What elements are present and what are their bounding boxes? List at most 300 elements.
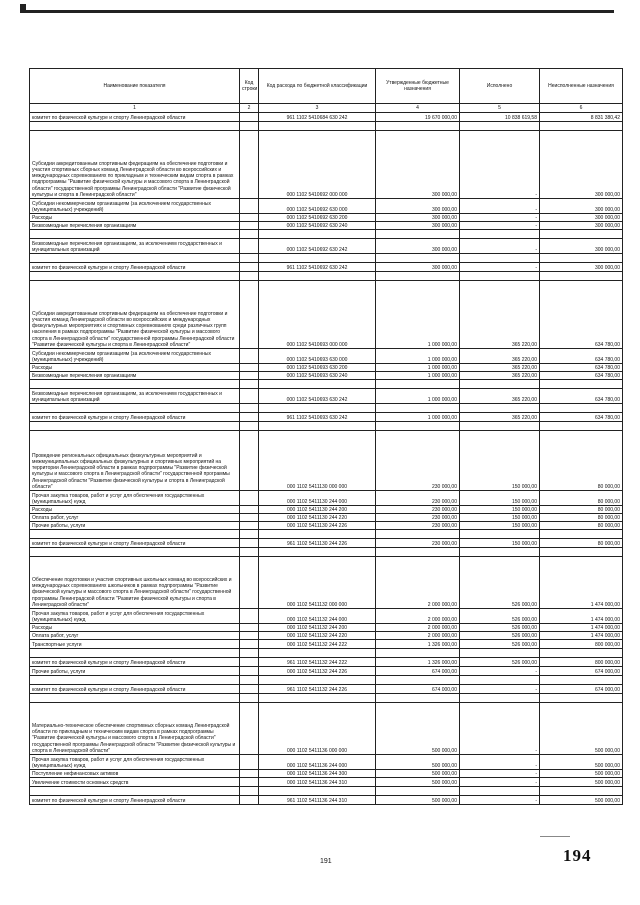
row-approved: 1 000 000,00	[376, 389, 460, 404]
row-approved: 19 670 000,00	[376, 113, 460, 122]
spacer-cell	[376, 548, 460, 557]
row-budget-code: 000 1102 5410692 630 240	[259, 222, 376, 230]
spacer-row	[30, 676, 623, 685]
row-name: Поступление нефинансовых активов	[30, 770, 240, 778]
spacer-cell	[460, 649, 540, 658]
spacer-cell	[540, 694, 623, 703]
spacer-cell	[540, 676, 623, 685]
table-row	[30, 624, 623, 632]
row-name: Субсидии некоммерческим организациям (за исключением государственных (муниципальных) учреждений)	[30, 199, 240, 214]
row-budget-code: 961 1102 5411136 244 310	[259, 796, 376, 805]
table-row	[30, 372, 623, 380]
budget-table	[29, 68, 623, 805]
column-number: 3	[259, 104, 376, 113]
row-name: Субсидии некоммерческим организациям (за исключением государственных (муниципальных) учреждений)	[30, 349, 240, 364]
row-name: Расходы	[30, 506, 240, 514]
spacer-cell	[460, 254, 540, 263]
row-budget-code: 000 1102 5411136 244 310	[259, 778, 376, 787]
spacer-cell	[240, 787, 259, 796]
header-executed: Исполнено	[460, 69, 540, 104]
row-unexecuted: 634 780,00	[540, 281, 623, 349]
row-executed: 526 000,00	[460, 557, 540, 609]
row-name: Оплата работ, услуг	[30, 632, 240, 640]
row-line-code	[240, 514, 259, 522]
table-row	[30, 222, 623, 230]
table-row	[30, 667, 623, 676]
spacer-cell	[30, 254, 240, 263]
spacer-cell	[30, 694, 240, 703]
row-line-code	[240, 222, 259, 230]
header-unexecuted: Неисполненные назначения	[540, 69, 623, 104]
row-budget-code: 961 1102 5410693 630 242	[259, 413, 376, 422]
row-line-code	[240, 131, 259, 199]
row-budget-code: 000 1102 5411136 244 000	[259, 755, 376, 770]
row-budget-code: 000 1102 5410692 000 000	[259, 131, 376, 199]
row-line-code	[240, 349, 259, 364]
spacer-cell	[30, 230, 240, 239]
row-unexecuted: 1 474 000,00	[540, 609, 623, 624]
stamp-number: 194	[563, 846, 592, 865]
row-unexecuted: 1 474 000,00	[540, 624, 623, 632]
row-unexecuted: 674 000,00	[540, 667, 623, 676]
spacer-cell	[30, 676, 240, 685]
row-line-code	[240, 522, 259, 530]
spacer-cell	[460, 122, 540, 131]
row-line-code	[240, 389, 259, 404]
spacer-cell	[259, 787, 376, 796]
row-executed: 526 000,00	[460, 624, 540, 632]
column-number: 4	[376, 104, 460, 113]
row-line-code	[240, 632, 259, 640]
row-line-code	[240, 372, 259, 380]
row-budget-code: 000 1102 5411130 244 200	[259, 506, 376, 514]
row-name: Расходы	[30, 364, 240, 372]
row-budget-code: 000 1102 5411132 244 200	[259, 624, 376, 632]
row-name: Прочие работы, услуги	[30, 667, 240, 676]
spacer-cell	[540, 230, 623, 239]
spacer-cell	[30, 787, 240, 796]
row-line-code	[240, 506, 259, 514]
spacer-cell	[376, 676, 460, 685]
row-budget-code: 000 1102 5410692 630 000	[259, 199, 376, 214]
spacer-row	[30, 530, 623, 539]
row-line-code	[240, 624, 259, 632]
table-row	[30, 239, 623, 254]
row-approved: 300 000,00	[376, 239, 460, 254]
row-unexecuted: 80 000,00	[540, 539, 623, 548]
row-name: Обеспечение подготовки и участия спортивных школьных команд во всероссийских и международных соревнованиях школьников в рамках подпрограммы "Развитие физической культуры и массового спорта в Ленинградской области" государственной программы Ленинградской области "Развитие физической культуры и спорта в Ленинградской области"	[30, 557, 240, 609]
spacer-cell	[240, 422, 259, 431]
spacer-row	[30, 254, 623, 263]
row-approved: 230 000,00	[376, 522, 460, 530]
row-name: Безвозмездные перечисления организациям	[30, 372, 240, 380]
table-row	[30, 557, 623, 609]
spacer-cell	[30, 548, 240, 557]
row-line-code	[240, 667, 259, 676]
row-budget-code: 000 1102 5410692 630 200	[259, 214, 376, 222]
row-approved: 300 000,00	[376, 222, 460, 230]
spacer-row	[30, 380, 623, 389]
row-executed: 150 000,00	[460, 539, 540, 548]
row-budget-code: 000 1102 5411130 244 000	[259, 491, 376, 506]
row-budget-code: 000 1102 5411130 244 220	[259, 514, 376, 522]
row-executed: 526 000,00	[460, 658, 540, 667]
row-line-code	[240, 263, 259, 272]
spacer-row	[30, 422, 623, 431]
row-approved: 1 000 000,00	[376, 281, 460, 349]
table-row	[30, 199, 623, 214]
row-name: Увеличение стоимости основных средств	[30, 778, 240, 787]
column-number: 6	[540, 104, 623, 113]
table-row	[30, 389, 623, 404]
spacer-cell	[240, 530, 259, 539]
row-line-code	[240, 796, 259, 805]
header-approved: Утвержденные бюджетные назначения	[376, 69, 460, 104]
spacer-cell	[30, 404, 240, 413]
spacer-cell	[376, 380, 460, 389]
spacer-row	[30, 122, 623, 131]
row-unexecuted: 500 000,00	[540, 703, 623, 755]
table-row	[30, 658, 623, 667]
header-name: Наименование показателя	[30, 69, 240, 104]
row-executed: 10 838 619,58	[460, 113, 540, 122]
row-unexecuted: 300 000,00	[540, 263, 623, 272]
row-executed: -	[460, 703, 540, 755]
row-name: Прочие работы, услуги	[30, 522, 240, 530]
page-top-border	[20, 10, 614, 13]
spacer-cell	[460, 787, 540, 796]
row-name: Безвозмездные перечисления организациям, за исключением государственных и муниципальных организаций	[30, 239, 240, 254]
spacer-cell	[540, 649, 623, 658]
row-line-code	[240, 685, 259, 694]
row-line-code	[240, 539, 259, 548]
row-unexecuted: 500 000,00	[540, 796, 623, 805]
row-executed: -	[460, 199, 540, 214]
row-name: Проведение региональных официальных физкультурных мероприятий и межмуниципальных официальных физкультурных и спортивных мероприятий на территории Ленинградской области в рамках подпрограммы "Развитие физической культуры и массового спорта в Ленинградской области" государственной программы Ленинградской области "Развитие физической культуры и спорта в Ленинградской области"	[30, 431, 240, 491]
row-budget-code: 000 1102 5410693 630 000	[259, 349, 376, 364]
row-unexecuted: 634 780,00	[540, 364, 623, 372]
row-name: комитет по физической культуре и спорту Ленинградской области	[30, 263, 240, 272]
row-line-code	[240, 778, 259, 787]
column-number-row	[30, 104, 623, 113]
row-name: Материально-техническое обеспечение спортивных сборных команд Ленинградской области по прикладным и техническим видам спорта в рамках подпрограммы "Развитие физической культуры и массового спорта в Ленинградской области" государственной программы Ленинградской области "Развитие физической культуры и спорта в Ленинградской области"	[30, 703, 240, 755]
row-approved: 300 000,00	[376, 214, 460, 222]
row-executed: -	[460, 239, 540, 254]
spacer-cell	[259, 530, 376, 539]
spacer-cell	[460, 380, 540, 389]
row-approved: 230 000,00	[376, 431, 460, 491]
spacer-cell	[540, 404, 623, 413]
row-budget-code: 961 1102 5410692 630 242	[259, 263, 376, 272]
table-body	[30, 113, 623, 805]
bottom-rule	[540, 836, 570, 837]
row-line-code	[240, 239, 259, 254]
row-line-code	[240, 113, 259, 122]
spacer-cell	[240, 254, 259, 263]
spacer-cell	[540, 530, 623, 539]
page-number: 191	[320, 858, 332, 865]
row-unexecuted: 80 000,00	[540, 506, 623, 514]
row-budget-code: 000 1102 5411130 000 000	[259, 431, 376, 491]
table-row	[30, 431, 623, 491]
spacer-cell	[376, 422, 460, 431]
row-approved: 500 000,00	[376, 778, 460, 787]
row-unexecuted: 300 000,00	[540, 214, 623, 222]
row-budget-code: 000 1102 5411130 244 226	[259, 522, 376, 530]
row-name: комитет по физической культуре и спорту Ленинградской области	[30, 796, 240, 805]
row-unexecuted: 1 474 000,00	[540, 557, 623, 609]
table-row	[30, 703, 623, 755]
row-approved: 2 000 000,00	[376, 557, 460, 609]
spacer-cell	[259, 272, 376, 281]
row-line-code	[240, 199, 259, 214]
spacer-cell	[259, 694, 376, 703]
row-executed: -	[460, 667, 540, 676]
row-name: Расходы	[30, 214, 240, 222]
spacer-cell	[240, 649, 259, 658]
spacer-cell	[240, 694, 259, 703]
row-unexecuted: 634 780,00	[540, 349, 623, 364]
row-executed: -	[460, 214, 540, 222]
row-unexecuted: 300 000,00	[540, 199, 623, 214]
table-row	[30, 214, 623, 222]
table-row	[30, 514, 623, 522]
row-executed: 365 220,00	[460, 349, 540, 364]
row-executed: 365 220,00	[460, 372, 540, 380]
row-budget-code: 000 1102 5410693 630 242	[259, 389, 376, 404]
table-row	[30, 770, 623, 778]
row-unexecuted: 800 000,00	[540, 658, 623, 667]
spacer-row	[30, 230, 623, 239]
table-row	[30, 113, 623, 122]
row-line-code	[240, 413, 259, 422]
header-row	[30, 69, 623, 104]
row-approved: 230 000,00	[376, 514, 460, 522]
row-budget-code: 000 1102 5410693 630 200	[259, 364, 376, 372]
row-budget-code: 961 1102 5411132 244 226	[259, 685, 376, 694]
spacer-row	[30, 404, 623, 413]
row-unexecuted: 634 780,00	[540, 389, 623, 404]
table-row	[30, 413, 623, 422]
row-unexecuted: 500 000,00	[540, 755, 623, 770]
spacer-cell	[259, 649, 376, 658]
row-approved: 1 326 000,00	[376, 658, 460, 667]
row-budget-code: 000 1102 5411132 244 220	[259, 632, 376, 640]
spacer-cell	[240, 380, 259, 389]
row-unexecuted: 500 000,00	[540, 770, 623, 778]
row-name: комитет по физической культуре и спорту Ленинградской области	[30, 539, 240, 548]
table-row	[30, 778, 623, 787]
row-approved: 1 000 000,00	[376, 413, 460, 422]
spacer-cell	[240, 548, 259, 557]
row-name: комитет по физической культуре и спорту Ленинградской области	[30, 658, 240, 667]
spacer-row	[30, 548, 623, 557]
row-approved: 500 000,00	[376, 755, 460, 770]
spacer-row	[30, 787, 623, 796]
row-budget-code: 000 1102 5411132 244 000	[259, 609, 376, 624]
row-approved: 1 326 000,00	[376, 640, 460, 649]
row-line-code	[240, 658, 259, 667]
spacer-cell	[376, 530, 460, 539]
row-line-code	[240, 703, 259, 755]
row-name: Субсидии аккредитованным спортивным федерациям на обеспечение подготовки и участия спортивных сборных команд Ленинградской области во всероссийских и международных соревнованиях по прикладным и техническим видам спорта в рамках подпрограммы "Развитие физической культуры и массового спорта в Ленинградской области" государственной программы Ленинградской области "Развитие физической культуры и спорта в Ленинградской области"	[30, 131, 240, 199]
row-budget-code: 000 1102 5411132 244 226	[259, 667, 376, 676]
row-unexecuted: 500 000,00	[540, 778, 623, 787]
row-name: Прочая закупка товаров, работ и услуг для обеспечения государственных (муниципальных) нужд	[30, 755, 240, 770]
spacer-cell	[376, 787, 460, 796]
row-unexecuted: 80 000,00	[540, 431, 623, 491]
spacer-cell	[30, 649, 240, 658]
spacer-cell	[30, 422, 240, 431]
spacer-cell	[540, 380, 623, 389]
spacer-cell	[376, 694, 460, 703]
row-budget-code: 000 1102 5410692 630 242	[259, 239, 376, 254]
row-budget-code: 000 1102 5411132 000 000	[259, 557, 376, 609]
table-row	[30, 640, 623, 649]
row-executed: -	[460, 685, 540, 694]
row-budget-code: 000 1102 5411136 000 000	[259, 703, 376, 755]
spacer-cell	[259, 230, 376, 239]
row-approved: 230 000,00	[376, 539, 460, 548]
row-line-code	[240, 491, 259, 506]
row-unexecuted: 80 000,00	[540, 491, 623, 506]
spacer-cell	[30, 530, 240, 539]
row-executed: 150 000,00	[460, 431, 540, 491]
row-unexecuted: 300 000,00	[540, 131, 623, 199]
table-row	[30, 131, 623, 199]
row-executed: 365 220,00	[460, 281, 540, 349]
spacer-cell	[376, 272, 460, 281]
row-budget-code: 000 1102 5411132 244 222	[259, 640, 376, 649]
row-approved: 500 000,00	[376, 796, 460, 805]
row-unexecuted: 8 831 380,42	[540, 113, 623, 122]
row-name: Безвозмездные перечисления организациям, за исключением государственных и муниципальных организаций	[30, 389, 240, 404]
row-name: Расходы	[30, 624, 240, 632]
row-executed: 365 220,00	[460, 389, 540, 404]
spacer-cell	[460, 230, 540, 239]
spacer-cell	[460, 530, 540, 539]
row-executed: -	[460, 778, 540, 787]
row-approved: 2 000 000,00	[376, 632, 460, 640]
header-budget-code: Код расхода по бюджетной классификации	[259, 69, 376, 104]
row-executed: -	[460, 263, 540, 272]
spacer-cell	[376, 230, 460, 239]
table-row	[30, 506, 623, 514]
spacer-cell	[259, 548, 376, 557]
column-number: 5	[460, 104, 540, 113]
spacer-cell	[460, 404, 540, 413]
spacer-cell	[259, 422, 376, 431]
table-row	[30, 685, 623, 694]
row-unexecuted: 80 000,00	[540, 514, 623, 522]
spacer-cell	[259, 676, 376, 685]
row-executed: 526 000,00	[460, 609, 540, 624]
spacer-cell	[460, 548, 540, 557]
row-name: Безвозмездные перечисления организациям	[30, 222, 240, 230]
row-budget-code: 961 1102 5410684 630 242	[259, 113, 376, 122]
row-budget-code: 000 1102 5410693 630 240	[259, 372, 376, 380]
row-name: комитет по физической культуре и спорту Ленинградской области	[30, 685, 240, 694]
row-approved: 2 000 000,00	[376, 624, 460, 632]
row-budget-code: 000 1102 5411136 244 300	[259, 770, 376, 778]
row-name: комитет по физической культуре и спорту Ленинградской области	[30, 113, 240, 122]
row-unexecuted: 1 474 000,00	[540, 632, 623, 640]
row-line-code	[240, 755, 259, 770]
row-unexecuted: 634 780,00	[540, 372, 623, 380]
spacer-cell	[240, 676, 259, 685]
row-line-code	[240, 281, 259, 349]
row-approved: 674 000,00	[376, 667, 460, 676]
row-executed: -	[460, 222, 540, 230]
spacer-row	[30, 694, 623, 703]
spacer-cell	[540, 548, 623, 557]
row-approved: 230 000,00	[376, 506, 460, 514]
row-line-code	[240, 364, 259, 372]
spacer-cell	[460, 676, 540, 685]
spacer-row	[30, 272, 623, 281]
spacer-cell	[460, 272, 540, 281]
row-approved: 1 000 000,00	[376, 372, 460, 380]
spacer-cell	[376, 404, 460, 413]
row-budget-code: 961 1102 5411132 244 222	[259, 658, 376, 667]
row-line-code	[240, 640, 259, 649]
spacer-cell	[460, 422, 540, 431]
spacer-cell	[460, 694, 540, 703]
row-line-code	[240, 609, 259, 624]
row-name: комитет по физической культуре и спорту Ленинградской области	[30, 413, 240, 422]
spacer-cell	[540, 422, 623, 431]
row-approved: 300 000,00	[376, 131, 460, 199]
row-executed: -	[460, 770, 540, 778]
row-approved: 1 000 000,00	[376, 364, 460, 372]
row-name: Оплата работ, услуг	[30, 514, 240, 522]
row-executed: -	[460, 755, 540, 770]
row-unexecuted: 300 000,00	[540, 239, 623, 254]
table-row	[30, 364, 623, 372]
spacer-cell	[540, 122, 623, 131]
row-executed: 526 000,00	[460, 640, 540, 649]
row-executed: 150 000,00	[460, 514, 540, 522]
spacer-cell	[540, 272, 623, 281]
row-line-code	[240, 770, 259, 778]
row-executed: -	[460, 796, 540, 805]
spacer-cell	[259, 122, 376, 131]
spacer-cell	[540, 254, 623, 263]
row-approved: 300 000,00	[376, 199, 460, 214]
row-approved: 2 000 000,00	[376, 609, 460, 624]
table-row	[30, 796, 623, 805]
spacer-cell	[30, 272, 240, 281]
spacer-cell	[376, 254, 460, 263]
spacer-cell	[540, 787, 623, 796]
column-number: 2	[240, 104, 259, 113]
row-unexecuted: 674 000,00	[540, 685, 623, 694]
row-approved: 500 000,00	[376, 770, 460, 778]
row-executed: 150 000,00	[460, 522, 540, 530]
table-row	[30, 522, 623, 530]
row-budget-code: 961 1102 5411130 244 226	[259, 539, 376, 548]
row-executed: 526 000,00	[460, 632, 540, 640]
spacer-cell	[259, 380, 376, 389]
row-line-code	[240, 557, 259, 609]
column-number: 1	[30, 104, 240, 113]
row-line-code	[240, 431, 259, 491]
row-executed: 150 000,00	[460, 506, 540, 514]
row-name: Прочая закупка товаров, работ и услуг для обеспечения государственных (муниципальных) нужд	[30, 491, 240, 506]
row-approved: 300 000,00	[376, 263, 460, 272]
table-row	[30, 755, 623, 770]
spacer-cell	[240, 404, 259, 413]
